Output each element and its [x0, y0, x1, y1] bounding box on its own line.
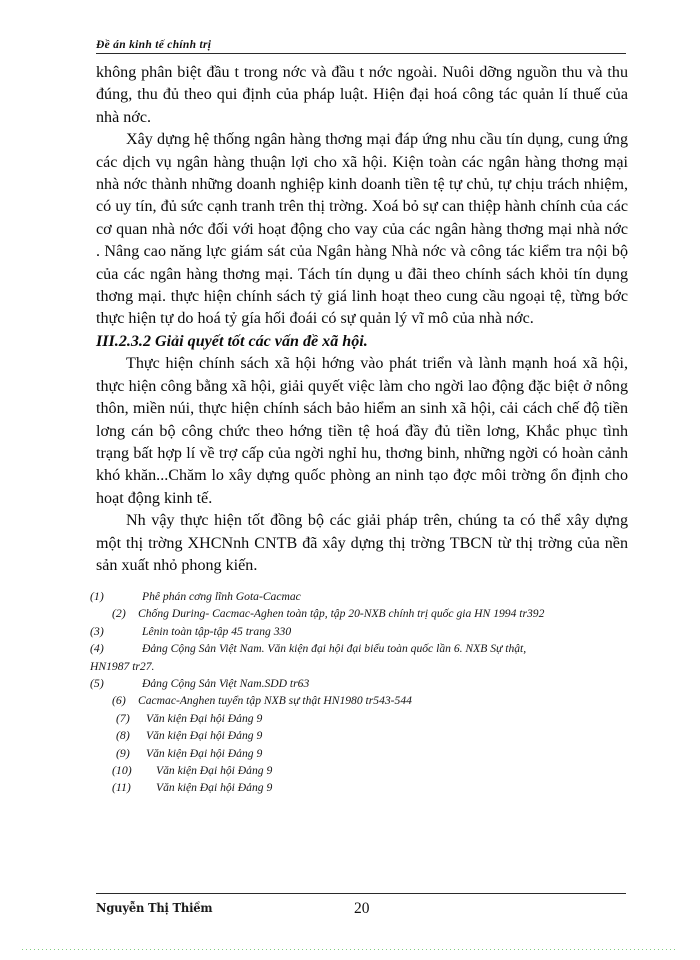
footnote-text: Văn kiện Đại hội Đảng 9 [146, 746, 263, 760]
footnote-marker: (2) [112, 606, 126, 621]
footnote-item [90, 640, 635, 657]
footnote-text: Văn kiện Đại hội Đảng 9 [146, 711, 263, 725]
page-number: 20 [354, 900, 370, 917]
running-header [96, 38, 626, 54]
scan-artifact-dotted-line [22, 949, 678, 950]
footnote-text: Lênin toàn tập-tập 45 trang 330 [142, 624, 292, 638]
footnote-text: Chống During- Cacmac-Aghen toàn tập, tập 20-NXB chính trị quốc gia HN 1994 tr392 [138, 607, 545, 621]
footnote-item [90, 745, 635, 762]
footnote-marker: (8) [116, 728, 130, 743]
footer-author-name: Nguyễn Thị Thiềm [96, 900, 213, 915]
body-paragraph: Thực hiện chính sách xã hội hớng vào phát triển và lành mạnh hoá xã hội, thực hiện công bằng xã hội, giải quyết việc làm cho ngời lao động đặc biệt ở nông thôn, miền núi, thực hiện chính sách bảo hiểm an sinh xã hội, cải cách chế độ tiền lơng cán bộ công chức theo hớng tiền tệ hoá đầy đủ tiền lơng, Khắc phục tình trạng bất hợp lí về trợ cấp của ngời nghỉ hu, thơng binh, những ngời có hoàn cảnh khó khăn...Chăm lo xây dựng quốc phòng an ninh tạo đợc môi trờng ổn định cho hoạt động kinh tế. [96, 355, 628, 507]
footnote-marker: (6) [112, 693, 126, 708]
footnote-item [90, 675, 635, 692]
footnote-marker: (1) [90, 589, 104, 603]
footnote-item [90, 588, 635, 605]
footnote-text: Văn kiện Đại hội Đảng 9 [156, 764, 273, 778]
section-heading: III.2.3.2 Giải quyết tốt các vấn đề xã hội. [96, 332, 368, 350]
footer-row [96, 900, 626, 922]
footnote-item [90, 623, 635, 640]
footnote-item [90, 605, 635, 622]
paragraph-group-before-heading [96, 62, 628, 331]
footnote-item [90, 727, 635, 744]
footnote-item [90, 710, 635, 727]
paragraph-group-after-heading [96, 353, 628, 577]
footnote-item [90, 692, 635, 709]
footnote-text: Đảng Cộng Sản Việt Nam.SDD tr63 [142, 677, 310, 691]
body-paragraph: Xây dựng hệ thống ngân hàng thơng mại đáp ứng nhu cầu tín dụng, cung ứng các dịch vụ ngân hàng thuận lợi cho xã hội. Kiện toàn các ngân hàng thơng mại nhà nớc thành những doanh nghiệp kinh doanh tiền tệ tự chủ, tự chịu trách nhiệm, có uy tín, đủ sức cạnh tranh trên thị trờng. Xoá bỏ sự can thiệp hành chính của các cơ quan nhà nớc đối với hoạt động cho vay của các ngân hàng thơng mại nhà nớc . Nâng cao năng lực giám sát của Ngân hàng Nhà nớc và công tác kiểm tra nội bộ của các ngân hàng thơng mại. Tách tín dụng u đãi theo chính sách khỏi tín dụng thơng mại. thực hiện chính sách tỷ giá linh hoạt theo cung cầu ngoại tệ, từng bớc thực hiện tự do hoá tỷ gía hối đoái có sự quản lý vĩ mô của nhà nớc. [96, 131, 628, 328]
footnote-item [90, 762, 635, 779]
footnote-text: Phê phán cơng lĩnh Gota-Cacmac [142, 590, 301, 603]
footnote-text: Đảng Cộng Sản Việt Nam. Văn kiện đại hội đại biểu toàn quốc lần 6. NXB Sự thật, [142, 642, 527, 656]
footnote-item [90, 779, 635, 796]
footnote-marker: (5) [90, 676, 104, 691]
body-paragraph: Nh vậy thực hiện tốt đồng bộ các giải pháp trên, chúng ta có thể xây dựng một thị trờng XHCNnh CNTB đã xây dựng thị trờng TBCN từ thị trờng của nền sản xuất nhỏ phong kiến. [96, 512, 628, 574]
footnote-text: Cacmac-Anghen tuyển tập NXB sự thật HN1980 tr543-544 [138, 694, 412, 708]
footnote-list [90, 588, 635, 797]
footnote-text: Văn kiện Đại hội Đảng 9 [146, 729, 263, 743]
footnote-marker: (9) [116, 745, 130, 760]
footer-rule [96, 893, 626, 894]
footnote-marker: (4) [90, 641, 104, 656]
footnote-marker: (3) [90, 623, 104, 638]
footnote-text: Văn kiện Đại hội Đảng 9 [156, 781, 273, 795]
footnote-continuation: HN1987 tr27. [90, 659, 155, 673]
footnote-marker: (10) [112, 763, 132, 778]
body-paragraph: không phân biệt đầu t trong nớc và đầu t nớc ngoài. Nuôi dỡng nguồn thu và thu đúng, thu đủ theo qui định của pháp luật. Hiện đại hoá công tác quản lí thuế của nhà nớc. [96, 64, 628, 126]
page-footer [96, 893, 626, 922]
footnote-marker: (11) [112, 780, 131, 795]
header-title: Đề án kinh tế chính trị [96, 39, 212, 51]
header-rule [96, 53, 626, 54]
body-text [96, 62, 628, 577]
footnote-marker: (7) [116, 710, 130, 725]
